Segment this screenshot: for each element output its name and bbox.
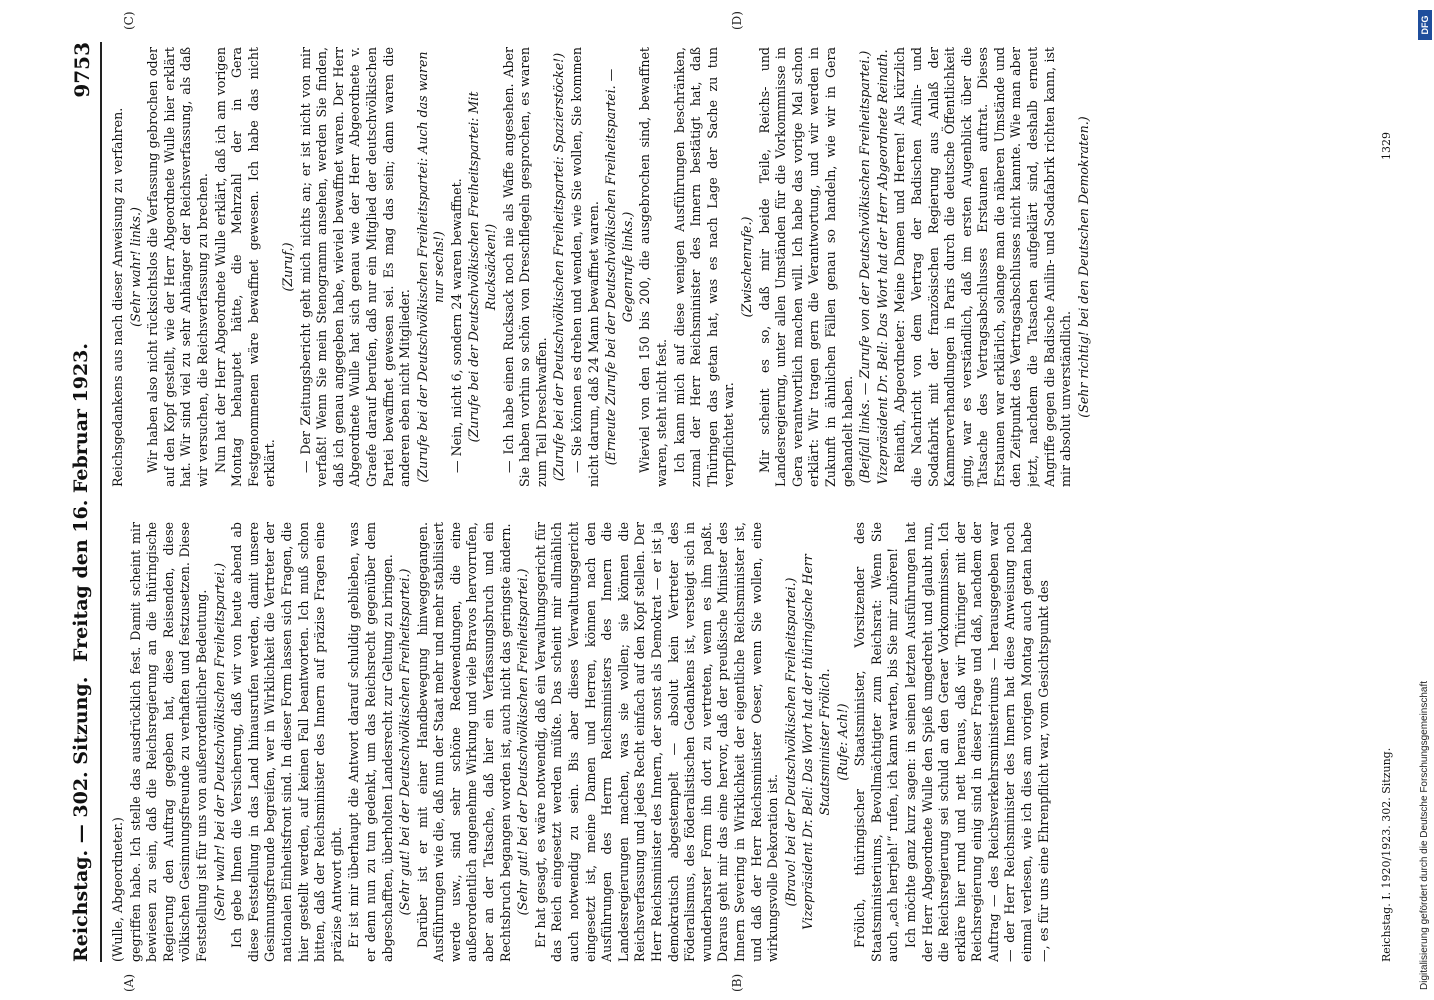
header-title: Reichstag. — 302. Sitzung. — [70, 676, 92, 962]
footer-source: Reichstag. I. 1920/1923. 302. Sitzung. — [1380, 747, 1393, 962]
paragraph: (Sehr wahr! bei der Deutschvölkischen Freiheitspartei.) — [211, 562, 227, 922]
margin-marker-d: (D) — [730, 11, 744, 30]
paragraph: Reichsgedankens aus nach dieser Anweisung zu verfahren. — [110, 107, 125, 487]
digitization-note — [1418, 10, 1432, 990]
left-text-column — [110, 522, 1370, 962]
paragraph: Mir scheint es so, daß mir beide Teile, Reichs- und Landesregierung, unter allen Umständen für die Vorkommnisse in Gera verantwortlich machen will. Ich habe das vorige Mal schon erklärt: Wir tragen gern die Verantwortung, und wir werden in Zukunft in ähnlichen Fällen genau so handeln, wie wir in Gera gehandelt haben. — [756, 47, 855, 487]
footer-sheet-number: 1329 — [1380, 132, 1393, 160]
paragraph: Frölich, thüringischer Staatsminister, Vorsitzender des Staatsministeriums, Bevollmächtigter zum Reichsrat: Wenn Sie auch „ach herrjeh!“ rufen, ich kann warten, bis Sie mir zuhören! — [852, 522, 901, 962]
paragraph: (Sehr wahr! links.) — [127, 207, 143, 327]
paragraph: (Beifall links. — Zurufe von der Deutschvölkischen Freiheitspartei.) — [857, 50, 873, 484]
paragraph: (Wulle, Abgeordneter.) — [110, 817, 125, 962]
paragraph: (Rufe: Ach!) — [834, 703, 850, 781]
paragraph: (Zwischenrufe.) — [738, 216, 754, 318]
paragraph: Reinath, Abgeordneter: Meine Damen und Herren! Als kürzlich die Nachricht von dem Vertrag der Badischen Anilin- und Sodafabrik mit der französischen Regierung aus Anlaß der Kammerverhandlungen in Paris durch die deutsche Öffentlichkeit ging, war es verständlich, daß im ersten Augenblick über die Tatsache des Vertragsabschlusses Erstaunen auftrat. Dieses Erstaunen war erklärlich, solange man die näheren Umstände und den Zeitpunkt des Vertragsabschlusses nicht kannte. Wie man aber jetzt, nachdem die Tatsachen aufgeklärt sind, deshalb erneut Angriffe gegen die Badische Anilin- und Sodafabrik richten kann, ist mir absolut unverständlich. — [892, 47, 1074, 487]
paragraph: Nun hat der Herr Abgeordnete Wulle erklärt, daß ich am vorigen Montag behauptet hätte, die Mehrzahl der in Gera Festgenommenen wäre bewaffnet gewesen. Ich habe das nicht erklärt. — [212, 47, 278, 487]
paragraph: (Zurufe bei der Deutschvölkischen Freiheitspartei: Spazierstöcke!) — [551, 52, 567, 482]
paragraph: Wieviel von den 150 bis 200, die ausgebrochen sind, bewaffnet waren, steht nicht fest. — [637, 47, 669, 487]
paragraph: Ich möchte ganz kurz sagen: in seinen letzten Ausführungen hat der Herr Abgeordnete Wulle den Spieß umgedreht und glaubt nun, die Reichsregierung sei schuld an den Geraer Vorkommnissen. Ich erkläre hier rund und nett heraus, daß wir Thüringer mit der Reichsregierung einig sind in dieser Frage und daß, nachdem der Auftrag — des Reichsverkehrsministeriums — herausgegeben war — der Herr Reichsminister des Innern hat diese Anweisung noch einmal verlesen, wie ich dies am vorigen Montag auch getan habe —, es für uns eine Ehrenpflicht war, vom Gesichtspunkt des — [902, 522, 1051, 962]
page-number: 9753 — [70, 42, 94, 98]
paragraph: Vizepräsident Dr. Bell: Das Wort hat der thüringische Herr Staatsminister Frölich. — [800, 554, 832, 930]
document-page — [30, 0, 1425, 1000]
paragraph: (Zurufe bei der Deutschvölkischen Freiheitspartei: Mit Rucksäcken!) — [466, 91, 499, 443]
paragraph: Er hat gesagt, es wäre notwendig, daß ein Verwaltungsgericht für das Reich eingesetzt werden müßte. Das scheint mir allmählich auch notwendig zu sein. Bis aber dieses Verwaltungsgericht eingesetzt ist, meine Damen und Herren, können nach den Ausführungen des Herrn Reichsministers des Innern die Landesregierungen machen, was sie wollen; sie können die Reichsverfassung und jedes Recht einfach auf den Kopf stellen. Der Herr Reichsminister des Innern, der sonst als Demokrat — er ist ja demokratisch abgestempelt — absolut kein Vertreter des Föderalismus, des föderalistischen Gedankens ist, versteigt sich in wunderbarster Form ihn dort zu vertreten, wenn es ihm paßt. Daraus geht mir das eine hervor, daß der preußische Minister des Innern Severing in Wirklichkeit der eigentliche Reichsminister ist, und daß der Herr Reichsminister Oeser, wenn Sie wollen, eine wirkungsvolle Dekoration ist. — [532, 522, 781, 962]
paragraph: Ich gebe Ihnen die Versicherung, daß wir von heute abend ab diese Feststellung in das Land hinausrufen werden, damit unsere Gesinnungsfreunde begreifen, wer in Wirklichkeit die Vertreter der nationalen Einheitsfront sind. In dieser Form lassen sich Fragen, die hier gestellt werden, auf keinen Fall beantworten. Ich muß schon bitten, daß der Reichsminister des Innern auf präzise Fragen eine präzise Antwort gibt. — [229, 522, 344, 962]
paragraph: (Sehr gut! bei der Deutschvölkischen Freiheitspartei.) — [515, 568, 531, 916]
page-header — [66, 42, 102, 962]
paragraph: (Sehr richtig! bei den Deutschen Demokraten.) — [1075, 116, 1091, 418]
paragraph: Ich kann mich auf diese wenigen Ausführungen beschränken, zumal der Herr Reichsminister des Innern bestätigt hat, daß Thüringen das getan hat, was es nach Lage der Sache zu tun verpflichtet war. — [671, 47, 737, 487]
digitization-text: Digitalisierung gefördert durch die Deutsche Forschungsgemeinschaft — [1419, 680, 1430, 990]
dfg-logo-text: DFG — [1420, 15, 1430, 35]
paragraph: gegriffen habe. Ich stelle das ausdrücklich fest. Damit scheint mir bewiesen zu sein, daß die Reichsregierung an die thüringische Regierung den Auftrag gegeben hat, diese Reisenden, diese völkischen Gesinnungsfreunde zu verhaften und festzusetzen. Diese Feststellung ist für uns von außerordentlicher Bedeutung. — [127, 522, 209, 962]
paragraph: — Ich habe einen Rucksack noch nie als Waffe angesehen. Aber Sie haben vorhin so schön von Dreschflegeln gesprochen, es waren zum Teil Dreschwaffen. — [500, 47, 549, 487]
paragraph: Wir haben also nicht rücksichtslos die Verfassung gebrochen oder auf den Kopf gestellt, wie der Herr Abgeordnete Wulle hier erklärt hat. Wir sind viel zu sehr Anhänger der Reichsverfassung, als daß wir versuchen, die Reichsverfassung zu brechen. — [145, 47, 210, 487]
margin-marker-b: (B) — [730, 973, 744, 992]
paragraph: (Zuruf.) — [279, 242, 295, 292]
paragraph: Vizepräsident Dr. Bell: Das Wort hat der Herr Abgeordnete Reinath. — [874, 49, 890, 485]
paragraph: (Zurufe bei der Deutschvölkischen Freiheitspartei: Auch das waren nur sechs!) — [414, 51, 447, 483]
paragraph: Darüber ist er mit einer Handbewegung hinweggegangen. Ausführungen wie die, daß nun der Staat mehr und mehr stabilisiert werde usw., sind sehr schöne Redewendungen, die eine außerordentlich angenehme Wirkung und viele Bravos hervorrufen, aber an der Tatsache, daß hier ein Verfassungsbruch und ein Rechtsbruch begangen worden ist, auch nicht das geringste ändern. — [414, 522, 513, 962]
header-date: Freitag den 16. Februar 1923. — [70, 342, 92, 662]
paragraph: (Bravo! bei der Deutschvölkischen Freiheitspartei.) — [782, 577, 798, 907]
margin-marker-c: (C) — [122, 11, 136, 30]
paragraph: — Sie können es drehen und wenden, wie Sie wollen, Sie kommen nicht darum, daß 24 Mann bewaffnet waren. — [569, 47, 601, 487]
right-text-column — [110, 47, 1370, 487]
margin-marker-a: (A) — [122, 973, 136, 992]
paragraph: (Erneute Zurufe bei der Deutschvölkischen Freiheitspartei. — Gegenrufe links.) — [603, 68, 635, 466]
paragraph: — Nein, nicht 6, sondern 24 waren bewaffnet. — [448, 178, 464, 473]
dfg-logo — [1418, 10, 1432, 40]
paragraph: — Der Zeitungsbericht geht mich nichts an; er ist nicht von mir verfaßt! Wenn Sie mein Stenogramm ansehen, werden Sie finden, daß ich genau angegeben habe, wieviel bewaffnet waren. Der Herr Abgeordnete Wulle hat sich genau wie der Herr Abgeordnete v. Graefe darauf berufen, daß nur ein Mitglied der deutschvölkischen Partei bewaffnet gewesen sei. Es mag das sein; dann waren die anderen eben nicht Mitglieder. — [297, 47, 413, 487]
paragraph: (Sehr gut! bei der Deutschvölkischen Freiheitspartei.) — [397, 568, 413, 916]
paragraph: Er ist mir überhaupt die Antwort darauf schuldig geblieben, was er denn nun zu tun gedenkt, um das Reichsrecht gegenüber dem abgeschafften, überholten Landesrecht zur Geltung zu bringen. — [346, 522, 395, 962]
